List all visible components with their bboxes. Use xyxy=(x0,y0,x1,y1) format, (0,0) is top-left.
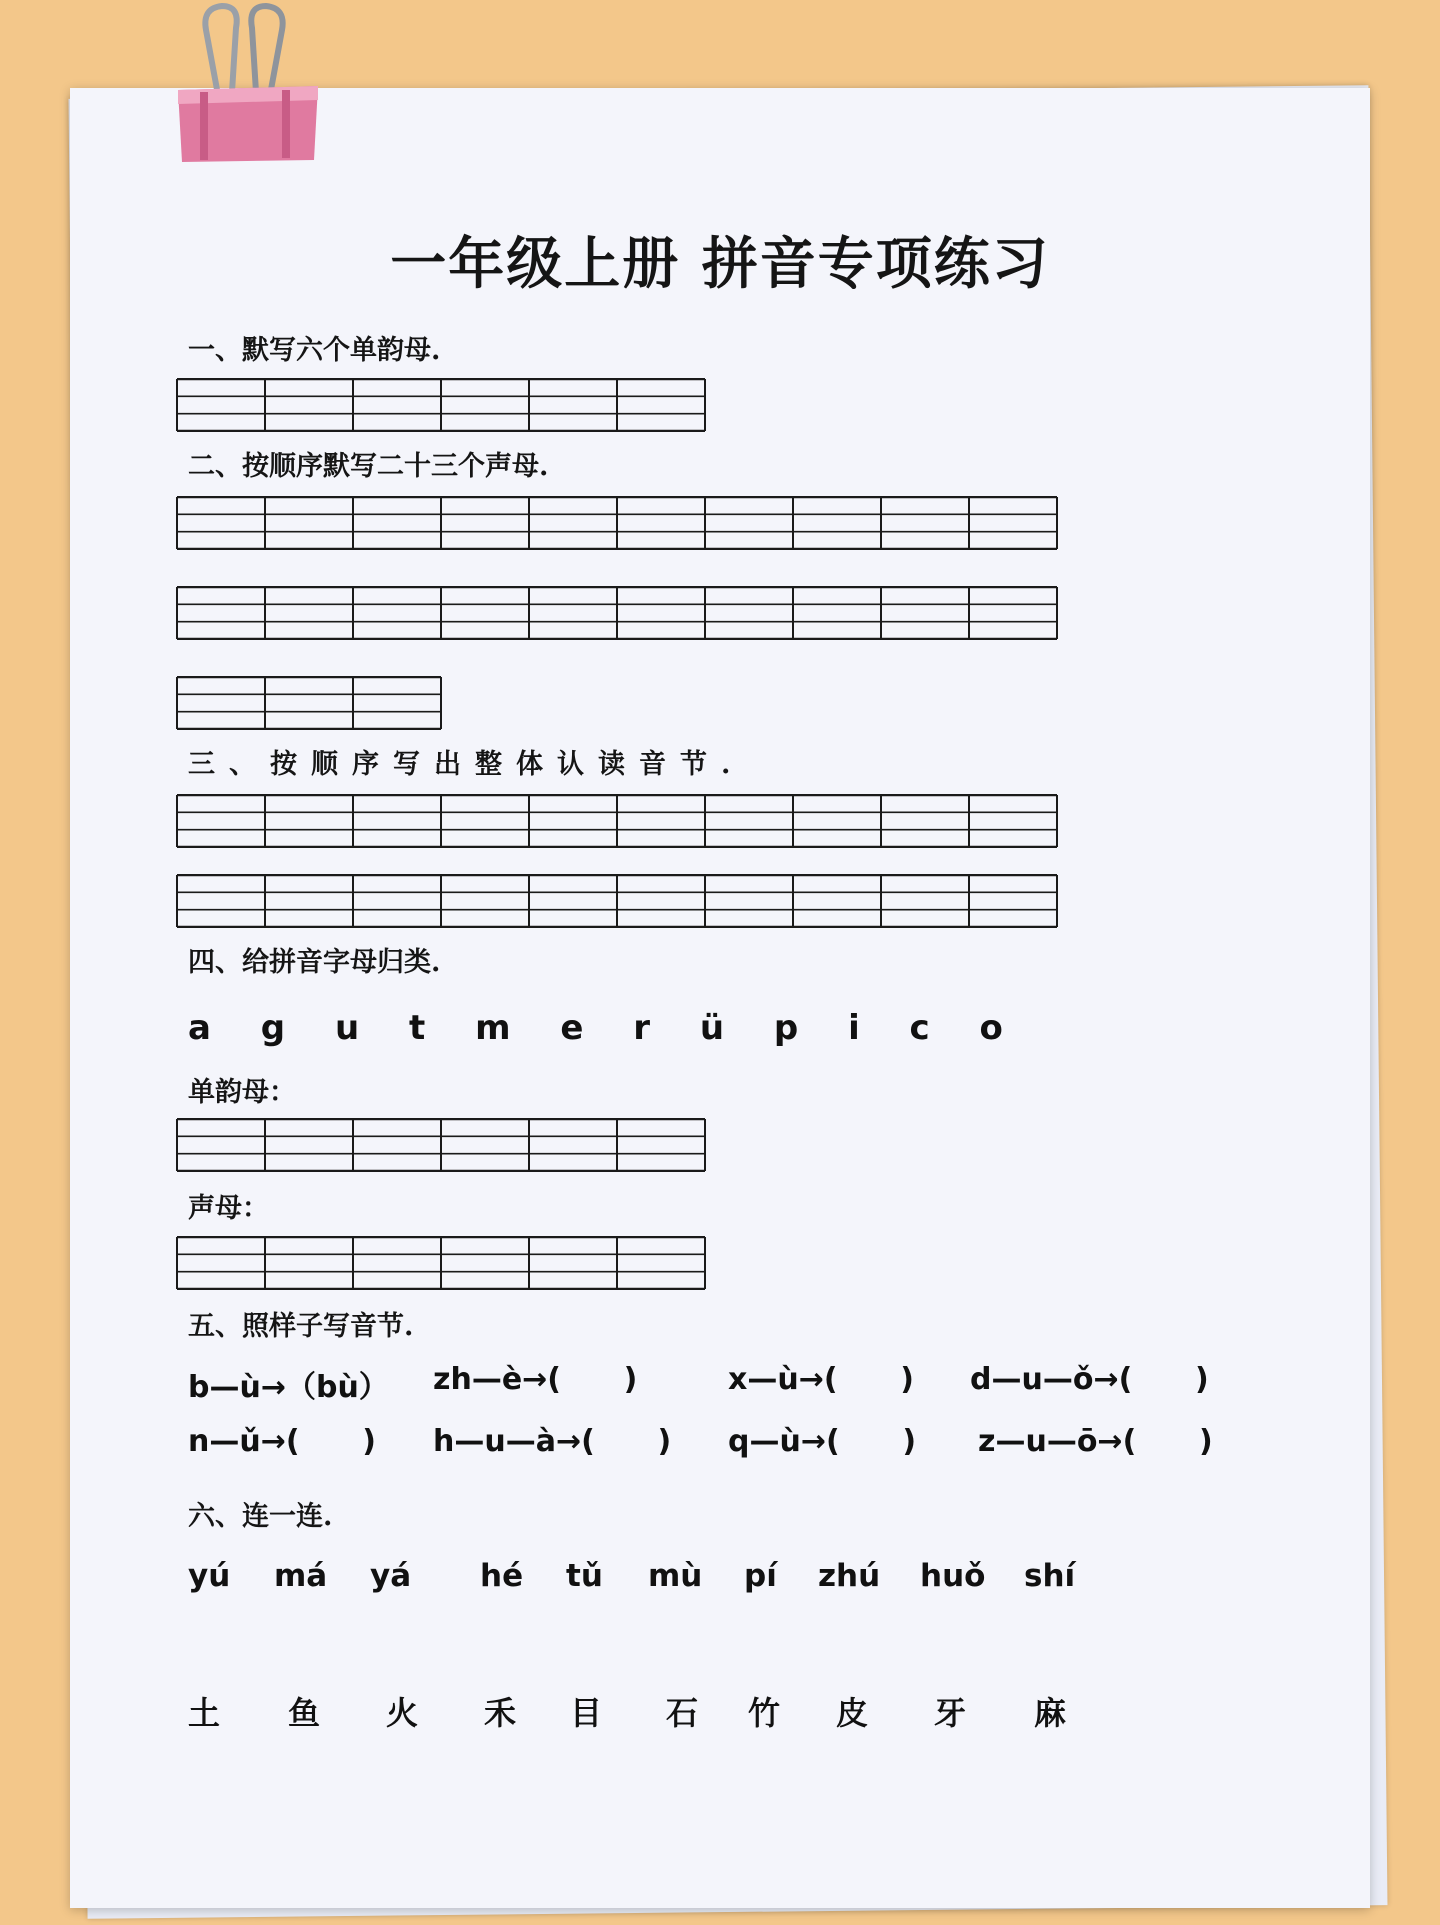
single-vowels-label: 单韵母： xyxy=(188,1077,296,1108)
pinyin-word[interactable]: yú xyxy=(188,1558,231,1594)
section-5-heading: 五、照样子写音节. xyxy=(188,1311,414,1342)
four-line-grid xyxy=(176,794,1058,848)
pinyin-word[interactable]: hé xyxy=(480,1558,524,1594)
writing-grid-vowels[interactable] xyxy=(176,1118,706,1170)
section-4-heading: 四、给拼音字母归类. xyxy=(188,947,441,978)
pinyin-word[interactable]: pí xyxy=(744,1558,777,1594)
chinese-character[interactable]: 牙 xyxy=(934,1694,967,1732)
syllable-exercise[interactable]: n—ǔ→( ) xyxy=(188,1424,376,1459)
chinese-character[interactable]: 石 xyxy=(666,1694,699,1732)
writing-grid-3a[interactable] xyxy=(176,794,1058,846)
section-6-heading: 六、连一连. xyxy=(188,1501,333,1532)
worksheet-title: 一年级上册 拼音专项练习 xyxy=(390,231,1050,297)
worksheet-paper xyxy=(70,88,1370,1908)
syllable-exercise[interactable]: q—ù→( ) xyxy=(728,1424,917,1459)
chinese-character[interactable]: 火 xyxy=(386,1694,419,1732)
pinyin-word[interactable]: mù xyxy=(648,1558,703,1594)
writing-grid-initials[interactable] xyxy=(176,1236,706,1288)
section-3-heading: 三、按顺序写出整体认读音节. xyxy=(188,749,745,780)
chinese-character[interactable]: 竹 xyxy=(748,1694,781,1732)
pinyin-word[interactable]: yá xyxy=(370,1558,412,1594)
pinyin-word[interactable]: tǔ xyxy=(566,1558,603,1594)
chinese-character[interactable]: 鱼 xyxy=(288,1694,321,1732)
four-line-grid xyxy=(176,378,706,432)
chinese-character[interactable]: 禾 xyxy=(484,1694,517,1732)
syllable-exercise[interactable]: h—u—à→( ) xyxy=(433,1424,672,1459)
writing-grid-2b[interactable] xyxy=(176,586,1058,638)
initials-label: 声母： xyxy=(188,1193,269,1224)
writing-grid-2c[interactable] xyxy=(176,676,442,728)
four-line-grid xyxy=(176,496,1058,550)
pinyin-word[interactable]: má xyxy=(274,1558,328,1594)
binder-clip-icon xyxy=(178,0,318,165)
syllable-example: b—ù→（bù） xyxy=(188,1370,389,1405)
chinese-character[interactable]: 目 xyxy=(570,1694,603,1732)
writing-grid-2a[interactable] xyxy=(176,496,1058,548)
section-2-heading: 二、按顺序默写二十三个声母. xyxy=(188,451,549,482)
pinyin-word[interactable]: shí xyxy=(1024,1558,1076,1594)
syllable-exercise[interactable]: x—ù→( ) xyxy=(728,1362,914,1397)
chinese-character[interactable]: 皮 xyxy=(836,1694,869,1732)
four-line-grid xyxy=(176,874,1058,928)
letter-list: a g u t m e r ü p i c o xyxy=(188,1008,1022,1048)
writing-grid-1[interactable] xyxy=(176,378,706,430)
writing-grid-3b[interactable] xyxy=(176,874,1058,926)
syllable-exercise[interactable]: d—u—ǒ→( ) xyxy=(970,1362,1209,1397)
four-line-grid xyxy=(176,586,1058,640)
pinyin-word[interactable]: huǒ xyxy=(920,1558,986,1594)
four-line-grid xyxy=(176,676,442,730)
syllable-exercise[interactable]: zh—è→( ) xyxy=(433,1362,638,1397)
chinese-character[interactable]: 土 xyxy=(188,1694,221,1732)
pinyin-word[interactable]: zhú xyxy=(818,1558,881,1594)
chinese-character[interactable]: 麻 xyxy=(1034,1694,1067,1732)
syllable-exercise[interactable]: z—u—ō→( ) xyxy=(978,1424,1213,1459)
four-line-grid xyxy=(176,1118,706,1172)
section-1-heading: 一、默写六个单韵母. xyxy=(188,335,441,366)
four-line-grid xyxy=(176,1236,706,1290)
